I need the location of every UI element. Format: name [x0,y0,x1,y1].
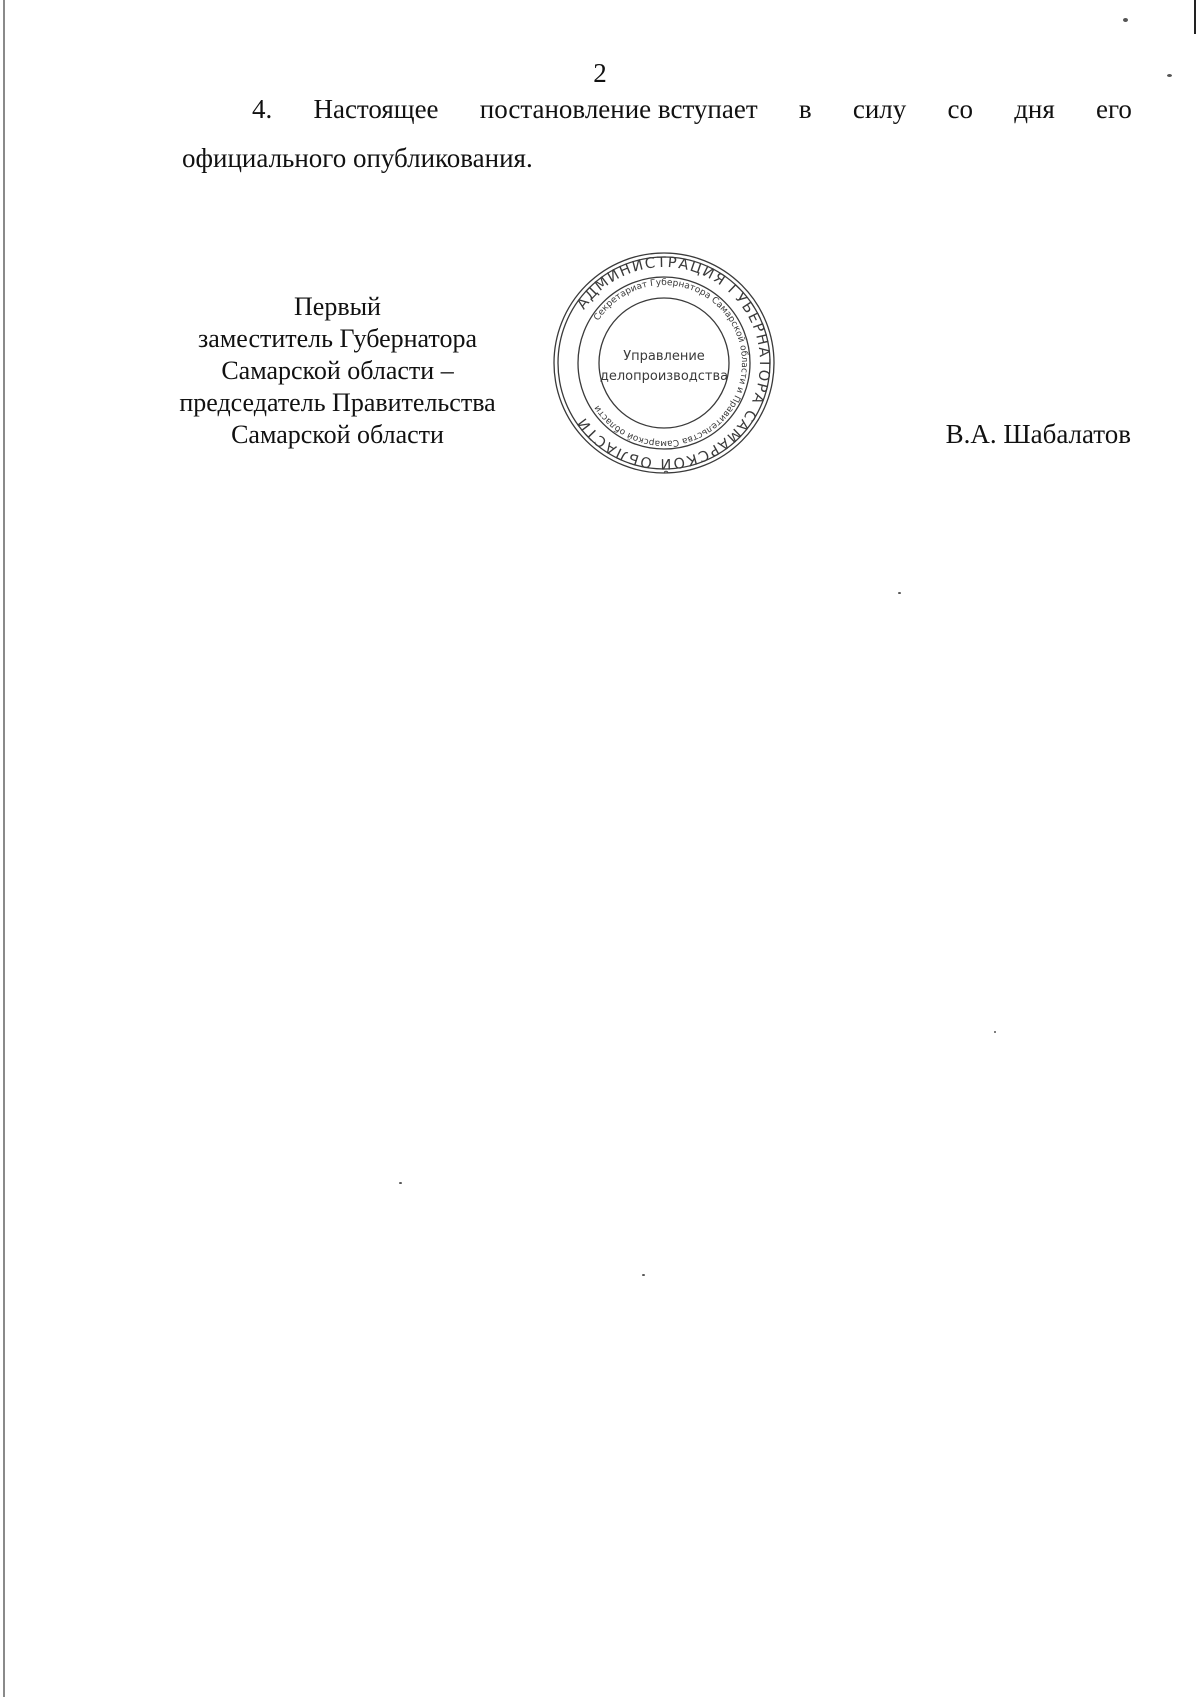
paragraph-word: постановление вступает [479,94,758,124]
paragraph-word: его [1096,94,1132,124]
signatory-position-line: Первый [294,292,381,321]
scan-speck [898,592,901,594]
item-number: 4. [252,94,273,124]
paragraph-line-1 [182,92,1132,126]
signatory-position-line: председатель Правительства [179,388,496,417]
seal-outer-textpath: АДМИНИСТРАЦИЯ ГУБЕРНАТОРА САМАРСКОЙ ОБЛАСТИ [574,254,773,472]
paragraph-word: силу [852,94,907,124]
page-number: 2 [593,58,607,88]
signatory-position-line: Самарской области – [221,356,454,385]
seal-center-line-1: Управление [623,349,705,364]
paragraph-line-2: официального опубликования. [182,143,533,173]
signatory-position-line: Самарской области [231,420,444,449]
paragraph-word: со [947,94,973,124]
official-seal [549,248,779,478]
scan-right-edge-mark [1194,0,1196,34]
scan-speck [642,1274,645,1276]
signer-name: В.А. Шабалатов [945,419,1131,449]
paragraph-word: дня [1014,94,1055,124]
seal-center-line-2: делопроизводства [599,369,729,384]
scan-speck [399,1182,402,1184]
signatory-position [165,291,510,451]
paragraph-word: в [798,94,812,124]
scan-left-edge [3,0,5,1697]
paragraph-word: Настоящее [313,94,439,124]
scan-speck [994,1031,996,1033]
seal-inner-textpath: Секретариат Губернатора Самарской области и Правительства Самарской области [592,277,750,449]
scan-speck [1123,18,1128,22]
signatory-position-line: заместитель Губернатора [198,324,477,353]
